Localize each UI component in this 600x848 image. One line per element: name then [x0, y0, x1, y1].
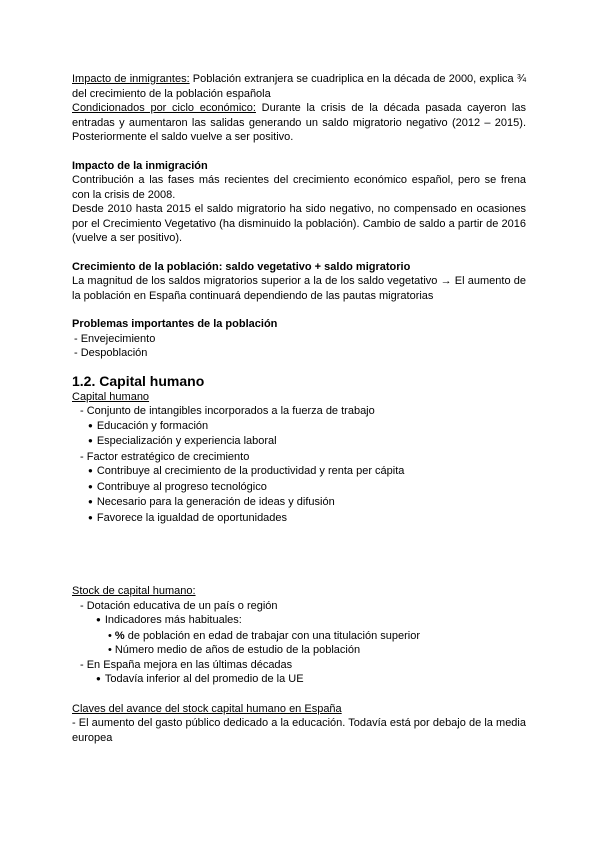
capital-humano-list	[72, 404, 526, 526]
claves-subtitle: Claves del avance del stock capital humano en España	[72, 702, 342, 715]
condicionados-label: Condicionados por ciclo económico:	[72, 102, 256, 114]
list-item: ● Indicadores más habituales:	[72, 613, 526, 629]
bullet-icon	[88, 435, 97, 447]
bullet-icon	[96, 673, 105, 685]
list-item: • % de población en edad de trabajar con una titulación superior	[72, 629, 526, 644]
bullet-icon	[88, 481, 97, 493]
capital-humano-subtitle: Capital humano	[72, 390, 150, 403]
list-item: ● Contribuye al crecimiento de la productividad y renta per cápita	[72, 464, 526, 480]
list-item: - Envejecimiento	[74, 332, 156, 345]
bullet-icon	[88, 420, 97, 432]
bullet-icon	[88, 465, 97, 477]
list-item: ● Favorece la igualdad de oportunidades	[72, 511, 526, 527]
bullet-icon	[96, 614, 105, 626]
list-item: - Factor estratégico de crecimiento	[80, 450, 250, 463]
impacto-inmigracion-p1: Contribución a las fases más recientes del crecimiento económico español, pero se frena con la crisis de 2008.	[72, 174, 526, 201]
crecimiento-title: Crecimiento de la población: saldo vegetativo + saldo migratorio	[72, 260, 411, 273]
list-item: - Despoblación	[74, 347, 148, 359]
claves-text: - El aumento del gasto público dedicado a la educación. Todavía está por debajo de la media europea	[72, 717, 526, 744]
list-item: ● Educación y formación	[72, 419, 526, 435]
small-bullet-icon	[108, 630, 115, 642]
impacto-inmigrantes-text: Población extranjera se cuadriplica en la década de 2000, explica ¾ del crecimiento de la población española	[72, 73, 526, 100]
problemas-list	[72, 332, 526, 361]
impacto-inmigrantes-label: Impacto de inmigrantes:	[72, 73, 190, 85]
list-item: ● Contribuye al progreso tecnológico	[72, 480, 526, 496]
list-item: ● Especialización y experiencia laboral	[72, 434, 526, 450]
impacto-inmigracion-p2: Desde 2010 hasta 2015 el saldo migratorio ha sido negativo, no compensado en ocasiones por el Crecimiento Vegetativo (ha disminuido la población). Cambio de saldo a partir de 2016 (vuelve a ser positivo).	[72, 203, 526, 244]
list-item: - Conjunto de intangibles incorporados a la fuerza de trabajo	[80, 405, 375, 417]
list-item: ● Todavía inferior al del promedio de la UE	[72, 672, 526, 688]
impacto-inmigracion-title: Impacto de la inmigración	[72, 159, 208, 172]
list-item: ● Necesario para la generación de ideas y difusión	[72, 495, 526, 511]
stock-subtitle: Stock de capital humano:	[72, 585, 196, 597]
condicionados-text: Durante la crisis de la década pasada cayeron las entradas y aumentaron las salidas generando un saldo migratorio negativo (2012 – 2015). Posteriormente el saldo vuelve a ser positivo.	[72, 102, 526, 143]
capital-humano-heading: 1.2. Capital humano	[72, 372, 205, 389]
stock-list	[72, 599, 526, 688]
list-item: • Número medio de años de estudio de la población	[72, 643, 526, 658]
crecimiento-text: La magnitud de los saldos migratorios superior a la de los saldo vegetativo → El aumento de la población en España continuará dependiendo de las pautas migratorias	[72, 275, 526, 302]
small-bullet-icon	[108, 644, 115, 656]
impacto-inmigrantes-paragraph	[72, 72, 526, 101]
list-item: - Dotación educativa de un país o región	[80, 599, 278, 612]
list-item: - En España mejora en las últimas décadas	[80, 658, 293, 671]
condicionados-paragraph	[72, 101, 526, 145]
document-page	[72, 72, 526, 745]
bullet-icon	[88, 512, 97, 524]
bullet-icon	[88, 496, 97, 508]
problemas-title: Problemas importantes de la población	[72, 318, 278, 330]
